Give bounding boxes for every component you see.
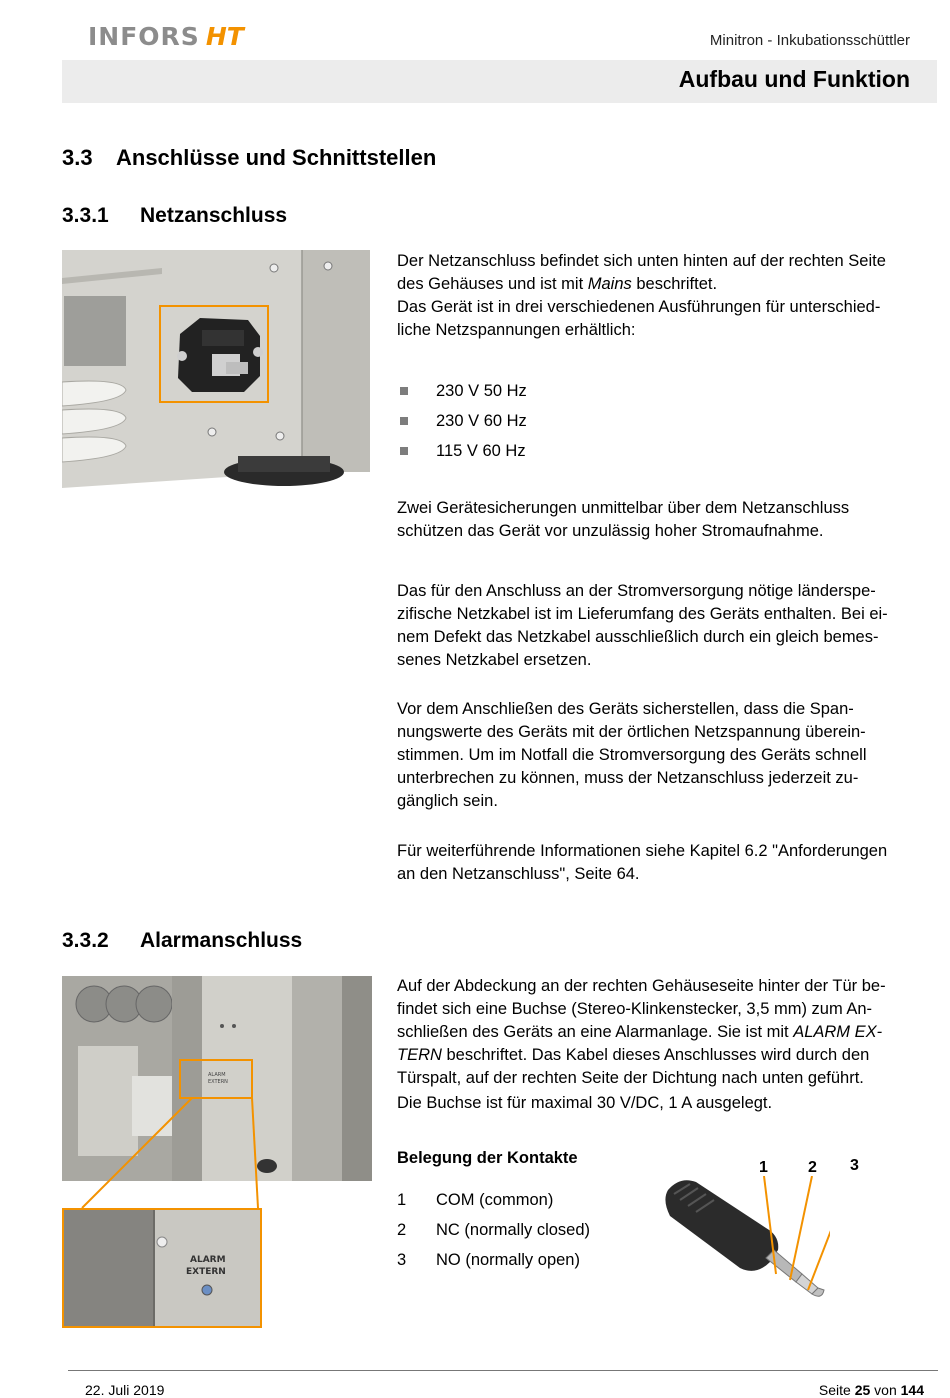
document-subtitle: Minitron - Inkubationsschüttler xyxy=(709,32,910,49)
contacts-heading: Belegung der Kontakte xyxy=(397,1149,578,1167)
panel-label-extern: EXTERN xyxy=(186,1267,226,1277)
cable-paragraph xyxy=(397,580,937,672)
section-heading xyxy=(62,145,436,171)
bullet-square-icon xyxy=(400,417,408,425)
footer-date: 22. Juli 2019 xyxy=(85,1382,165,1398)
list-item-text: 230 V 50 Hz xyxy=(436,381,527,400)
contact-item xyxy=(397,1215,590,1245)
text-span: des Gehäuses und ist mit xyxy=(397,275,588,293)
voltage-check-paragraph xyxy=(397,698,937,813)
pin-label-1: 1 xyxy=(759,1159,768,1176)
alarm-label-text: TERN xyxy=(397,1046,442,1064)
alarm-label-text: ALARM EX- xyxy=(793,1023,883,1041)
text-span: Seite xyxy=(818,1382,855,1398)
text-line: Das für den Anschluss an der Stromversorgung nötige länderspe- xyxy=(397,582,876,600)
voltage-list xyxy=(397,376,797,466)
alarm-connection-figure xyxy=(62,976,372,1328)
text-line: Das Gerät ist in drei verschiedenen Ausführungen für unterschied- xyxy=(397,298,881,316)
text-line: Für weiterführende Informationen siehe Kapitel 6.2 "Anforderungen xyxy=(397,842,888,860)
list-item xyxy=(397,406,797,436)
infors-ht-logo xyxy=(88,22,244,51)
text-span: beschriftet. xyxy=(631,275,718,293)
text-span: beschriftet. Das Kabel dieses Anschlusses wird durch den xyxy=(441,1046,870,1064)
list-item xyxy=(397,376,797,406)
list-item-text: 115 V 60 Hz xyxy=(436,441,526,460)
subsection-heading-alarm xyxy=(62,929,302,953)
text-span: von xyxy=(870,1382,901,1398)
subsection-number: 3.3.2 xyxy=(62,929,109,952)
text-line: Die Buchse ist für maximal 30 V/DC, 1 A ausgelegt. xyxy=(397,1094,773,1112)
contact-number: 3 xyxy=(397,1250,407,1269)
subsection-title: Netzanschluss xyxy=(140,204,288,227)
text-line: senes Netzkabel ersetzen. xyxy=(397,651,592,669)
subsection-heading-netzanschluss xyxy=(62,204,287,228)
text-line: Türspalt, auf der rechten Seite der Dichtung nach unten geführt. xyxy=(397,1069,864,1087)
text-line: Zwei Gerätesicherungen unmittelbar über dem Netzanschluss xyxy=(397,499,850,517)
text-line: nem Defekt das Netzkabel ausschließlich durch ein gleich bemes- xyxy=(397,628,879,646)
contact-number: 1 xyxy=(397,1190,407,1209)
text-line: nungswerte des Geräts mit der örtlichen Netzspannung überein- xyxy=(397,723,866,741)
contact-number: 2 xyxy=(397,1220,407,1239)
list-item xyxy=(397,436,797,466)
text-line: gänglich sein. xyxy=(397,792,498,810)
contacts-list xyxy=(397,1185,590,1275)
panel-label-alarm: ALARM xyxy=(190,1255,226,1265)
bullet-square-icon xyxy=(400,387,408,395)
reference-paragraph xyxy=(397,840,937,886)
text-line xyxy=(397,1021,937,1044)
current-page: 25 xyxy=(854,1382,871,1398)
contact-label: COM (common) xyxy=(436,1190,554,1209)
mains-intro-paragraph xyxy=(397,250,937,342)
pin-label-3: 3 xyxy=(850,1157,859,1174)
svg-text:ALARM: ALARM xyxy=(208,1072,226,1078)
jack-plug-figure xyxy=(660,1176,830,1306)
alarm-description-paragraph xyxy=(397,975,937,1115)
text-line xyxy=(397,1044,937,1067)
bullet-square-icon xyxy=(400,447,408,455)
footer-page-number xyxy=(819,1382,924,1398)
text-line: unterbrechen zu können, muss der Netzanschluss jederzeit zu- xyxy=(397,769,859,787)
footer-divider xyxy=(68,1370,938,1371)
text-line: liche Netzspannungen erhältlich: xyxy=(397,321,636,339)
text-line: an den Netzanschluss", Seite 64. xyxy=(397,865,640,883)
section-number: 3.3 xyxy=(62,145,93,170)
logo-text: INFORS xyxy=(88,22,200,51)
text-line: findet sich eine Buchse (Stereo-Klinkenstecker, 3,5 mm) zum An- xyxy=(397,1000,873,1018)
fuses-paragraph xyxy=(397,497,937,543)
svg-text:EXTERN: EXTERN xyxy=(208,1079,228,1085)
contact-label: NO (normally open) xyxy=(436,1250,580,1269)
text-line xyxy=(397,273,937,296)
text-span: schließen des Geräts an eine Alarmanlage. Sie ist mit xyxy=(397,1023,794,1041)
mains-connection-figure xyxy=(62,250,370,488)
contact-item xyxy=(397,1185,590,1215)
text-line: Auf der Abdeckung an der rechten Gehäuseseite hinter der Tür be- xyxy=(397,977,886,995)
text-line: stimmen. Um im Notfall die Stromversorgung des Geräts schnell xyxy=(397,746,867,764)
text-line: Der Netzanschluss befindet sich unten hinten auf der rechten Seite xyxy=(397,252,886,270)
list-item-text: 230 V 60 Hz xyxy=(436,411,527,430)
subsection-title: Alarmanschluss xyxy=(140,929,303,952)
text-line: Vor dem Anschließen des Geräts sicherstellen, dass die Span- xyxy=(397,700,854,718)
chapter-title: Aufbau und Funktion xyxy=(678,66,910,92)
logo-ht: HT xyxy=(205,22,244,51)
contact-item xyxy=(397,1245,590,1275)
text-line: zifische Netzkabel ist im Lieferumfang des Geräts enthalten. Bei ei- xyxy=(397,605,888,623)
contact-label: NC (normally closed) xyxy=(436,1220,591,1239)
pin-label-2: 2 xyxy=(808,1159,817,1176)
subsection-number: 3.3.1 xyxy=(62,204,109,227)
text-line: schützen das Gerät vor unzulässig hoher Stromaufnahme. xyxy=(397,522,824,540)
mains-label-text: Mains xyxy=(587,275,632,293)
total-pages: 144 xyxy=(900,1382,924,1398)
section-title: Anschlüsse und Schnittstellen xyxy=(116,145,437,170)
